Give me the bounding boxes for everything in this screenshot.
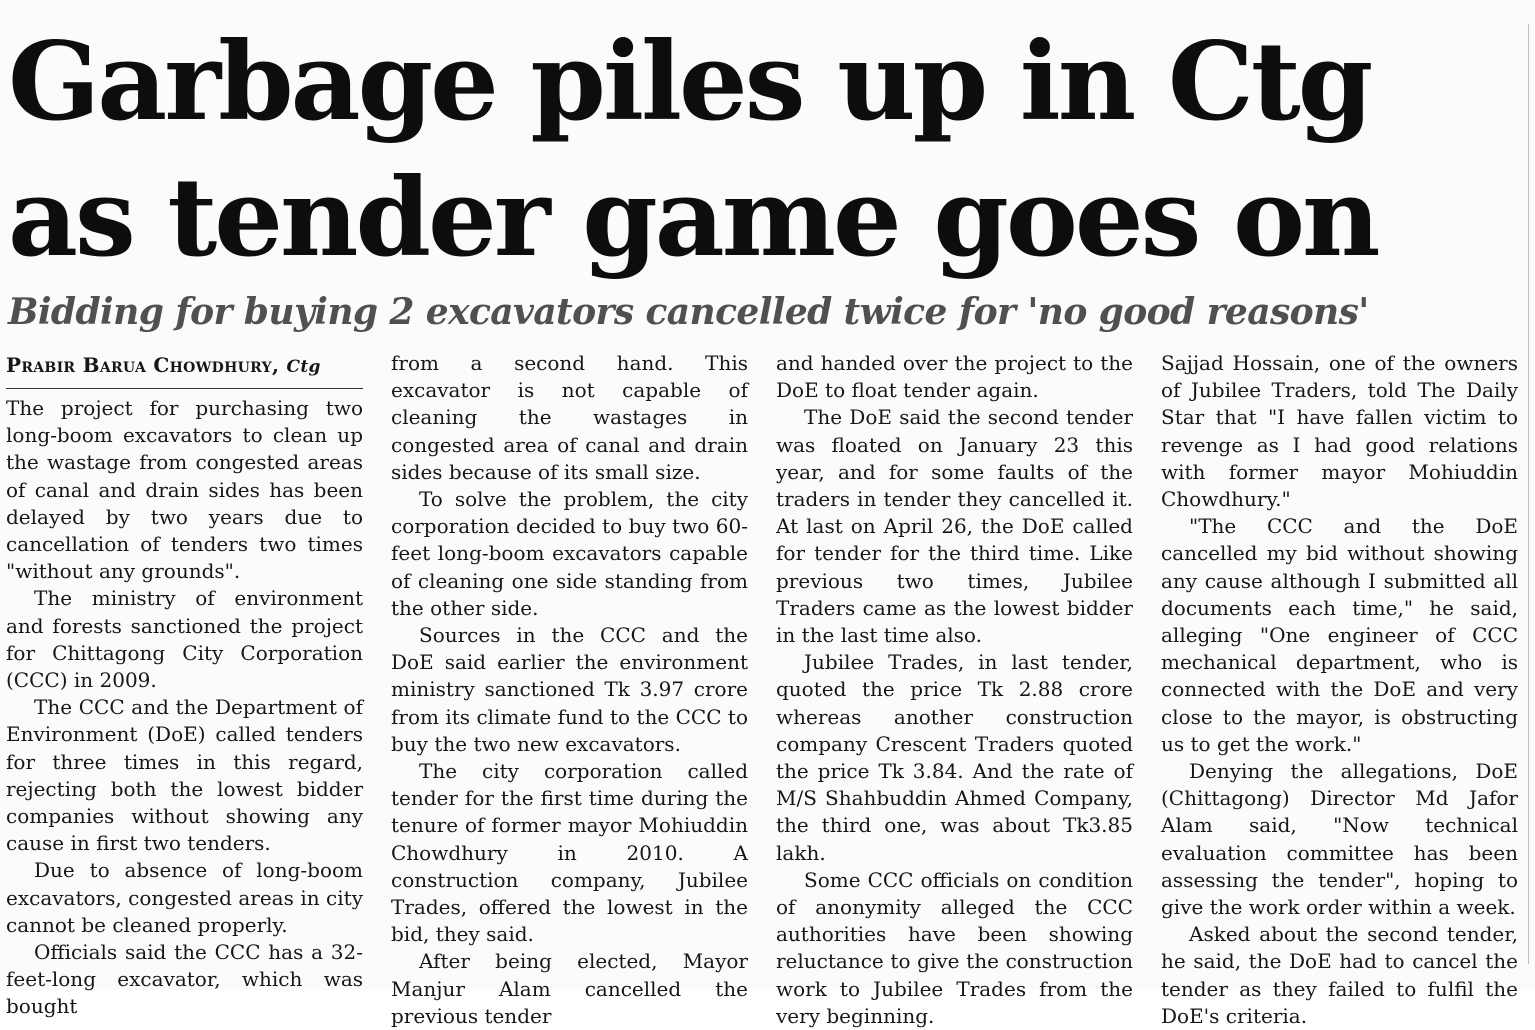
paragraph: from a second hand. This excavator is not capable of cleaning the wastages in congested area of canal and drain sides because of its small size.: [391, 351, 748, 484]
paragraph: After being elected, Mayor Manjur Alam cancelled the previous tender: [391, 949, 748, 1028]
paragraph: Some CCC officials on condition of anonymity alleged the CCC authorities have been showing reluctance to give the construction work to Jubilee Trades from the very beginning.: [776, 867, 1133, 1028]
paragraph: The DoE said the second tender was floated on January 23 this year, and for some faults of the traders in tender they cancelled it. At last on April 26, the DoE called for tender for the third time. Like previous two times, Jubilee Traders came as the lowest bidder in the last time also.: [776, 405, 1133, 648]
paragraph: and handed over the project to the DoE to float tender again.: [776, 351, 1133, 403]
paragraph: The city corporation called tender for the first time during the tenure of former mayor Mohiuddin Chowdhury in 2010. A construction company, Jubilee Trades, offered the lowest in the bid, they said.: [391, 759, 748, 947]
headline: Garbage piles up in Ctg as tender game goes on: [8, 19, 1378, 281]
paragraph: Officials said the CCC has a 32-feet-long excavator, which was bought: [6, 940, 363, 1019]
paragraph: Denying the allegations, DoE (Chittagong) Director Md Jafor Alam said, "Now technical evaluation committee has been assessing the tender", hoping to give the work order within a week.: [1161, 759, 1518, 920]
article-column-1: [6, 350, 363, 1019]
paragraph: To solve the problem, the city corporation decided to buy two 60-feet long-boom excavators capable of cleaning one side standing from the other side.: [391, 487, 748, 620]
paragraph: Asked about the second tender, he said, the DoE had to cancel the tender as they failed to fulfil the DoE's criteria.: [1161, 922, 1518, 1028]
paragraph: The CCC and the Department of Environment (DoE) called tenders for three times in this regard, rejecting both the lowest bidder companies without showing any cause in first two tenders.: [6, 695, 363, 856]
article-column-4: [1161, 350, 1518, 1028]
article-column-2: [391, 350, 748, 1028]
paragraph: The ministry of environment and forests sanctioned the project for Chittagong City Corporation (CCC) in 2009.: [6, 586, 363, 693]
paragraph: "The CCC and the DoE cancelled my bid without showing any cause although I submitted all documents each time," he said, alleging "One engineer of CCC mechanical department, who is connected with the DoE and very close to the mayor, is obstructing us to get the work.": [1161, 514, 1518, 756]
byline-name: Prabir Barua Chowdhury,: [6, 353, 280, 377]
paragraph: The project for purchasing two long-boom excavators to clean up the wastage from congested areas of canal and drain sides has been delayed by two years due to cancellation of tenders two times "without any grounds".: [6, 396, 363, 584]
paragraph: Jubilee Trades, in last tender, quoted the price Tk 2.88 crore whereas another construction company Crescent Traders quoted the price Tk 3.84. And the rate of M/S Shahbuddin Ahmed Company, the third one, was about Tk3.85 lakh.: [776, 650, 1133, 865]
article-column-3: [776, 350, 1133, 1028]
byline: [6, 350, 363, 389]
paragraph: Due to absence of long-boom excavators, congested areas in city cannot be cleaned properly.: [6, 858, 363, 937]
column-rule: [1528, 24, 1529, 964]
paragraph: Sources in the CCC and the DoE said earlier the environment ministry sanctioned Tk 3.97 crore from its climate fund to the CCC to buy the two new excavators.: [391, 623, 748, 756]
byline-location: Ctg: [286, 357, 321, 377]
subheadline: Bidding for buying 2 excavators cancelled twice for 'no good reasons': [8, 291, 1369, 333]
paragraph: Sajjad Hossain, one of the owners of Jubilee Traders, told The Daily Star that "I have fallen victim to revenge as I had good relations with former mayor Mohiuddin Chowdhury.": [1161, 351, 1518, 512]
